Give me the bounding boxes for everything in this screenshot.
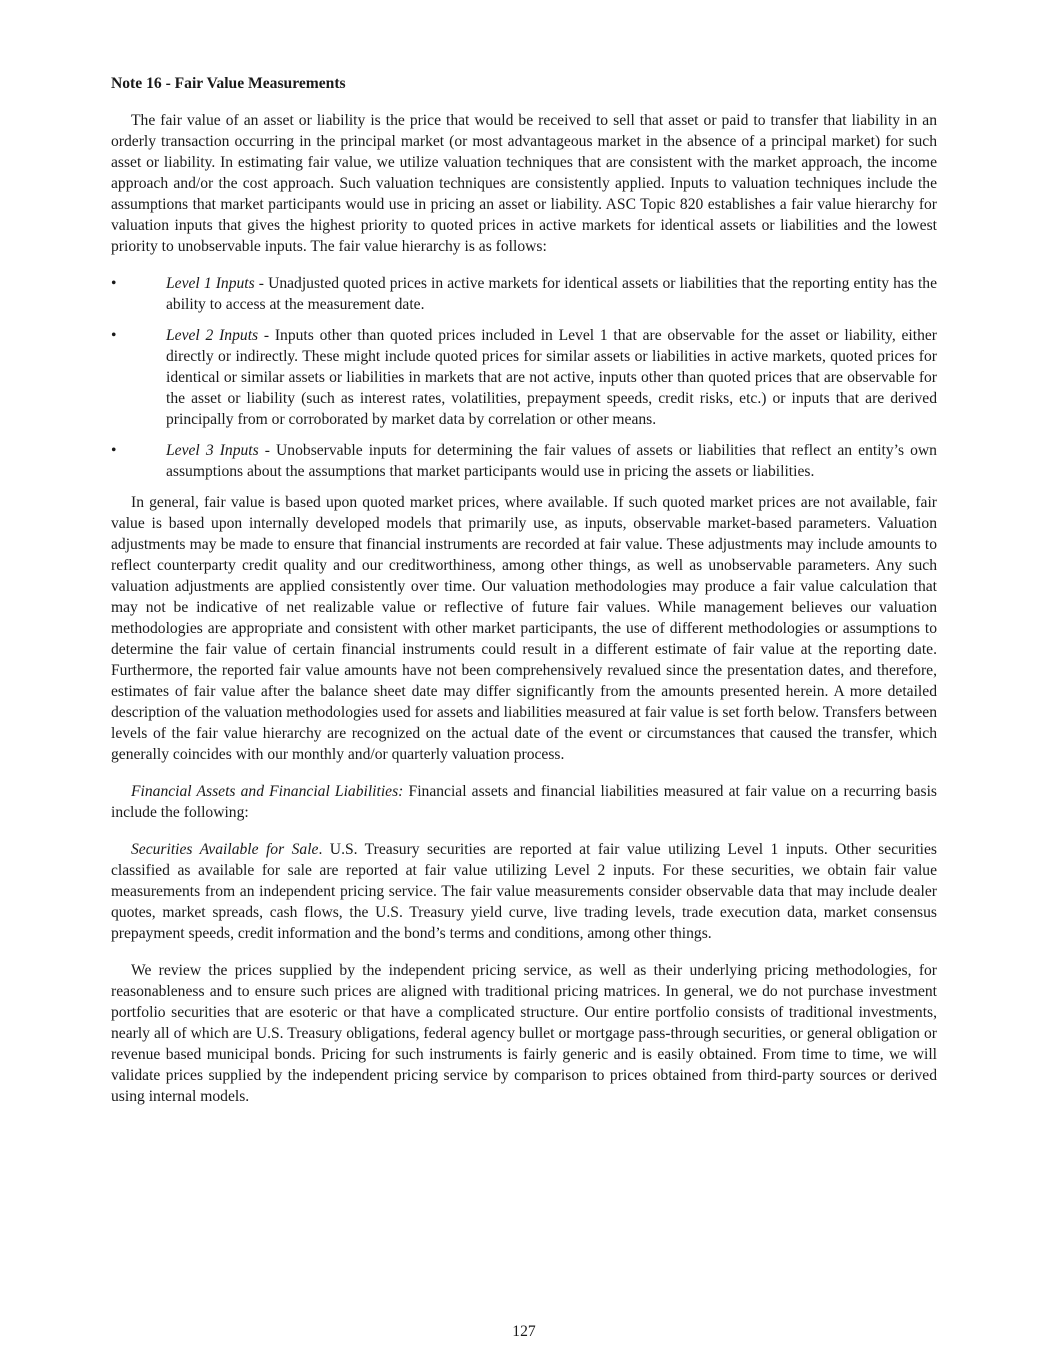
- level-2-term: Level 2 Inputs: [166, 327, 259, 344]
- level-1-item: [111, 273, 937, 315]
- financial-assets-term: Financial Assets and Financial Liabilities:: [131, 783, 404, 800]
- level-3-item: [111, 440, 937, 482]
- securities-term: Securities Available for Sale: [131, 841, 319, 858]
- bullet-icon: •: [111, 275, 117, 292]
- bullet-icon: •: [111, 442, 117, 459]
- financial-assets-paragraph: [111, 781, 937, 823]
- fair-value-hierarchy-list: [111, 273, 937, 482]
- note-title: Note 16 - Fair Value Measurements: [111, 75, 346, 92]
- level-2-item: [111, 325, 937, 430]
- securities-paragraph: [111, 839, 937, 944]
- level-2-text: - Inputs other than quoted prices included in Level 1 that are observable for the asset or liability, either directly or indirectly. These might include quoted prices for similar assets or liabilities in active markets, quoted prices for identical or similar assets or liabilities in markets that are not active, inputs other than quoted prices that are observable for the asset or liability (such as interest rates, volatilities, prepayment speeds, credit risks, etc.) or inputs that are derived principally from or corroborated by market data by correlation or other means.: [166, 327, 937, 428]
- document-page: [111, 73, 937, 1123]
- bullet-icon: •: [111, 327, 117, 344]
- review-paragraph: We review the prices supplied by the independent pricing service, as well as their underlying pricing methodologies, for reasonableness and to ensure such prices are aligned with traditional pricing matrices. In general, we do not purchase investment portfolio securities that are esoteric or that have a complicated structure. Our entire portfolio consists of traditional investments, nearly all of which are U.S. Treasury obligations, federal agency bullet or mortgage pass-through securities, or general obligation or revenue based municipal bonds. Pricing for such instruments is fairly generic and is easily obtained. From time to time, we will validate prices supplied by the independent pricing service by comparison to prices obtained from third-party sources or derived using internal models.: [111, 962, 937, 1105]
- page-number: 127: [512, 1323, 536, 1340]
- general-paragraph: In general, fair value is based upon quoted market prices, where available. If such quoted market prices are not available, fair value is based upon internally developed models that primarily use, as inputs, observable market-based parameters. Valuation adjustments may be made to ensure that financial instruments are recorded at fair value. These adjustments may include amounts to reflect counterparty credit quality and our creditworthiness, among other things, as well as unobservable parameters. Any such valuation adjustments are applied consistently over time. Our valuation methodologies may produce a fair value calculation that may not be indicative of net realizable value or reflective of future fair values. While management believes our valuation methodologies are appropriate and consistent with other market participants, the use of different methodologies or assumptions to determine the fair value of certain financial instruments could result in a different estimate of fair value at the reporting date. Furthermore, the reported fair value amounts have not been comprehensively revalued since the presentation dates, and therefore, estimates of fair value after the balance sheet date may differ significantly from the amounts presented herein. A more detailed description of the valuation methodologies used for assets and liabilities measured at fair value is set forth below. Transfers between levels of the fair value hierarchy are recognized on the actual date of the event or circumstances that caused the transfer, which generally coincides with our monthly and/or quarterly valuation process.: [111, 494, 937, 763]
- level-3-term: Level 3 Inputs: [166, 442, 259, 459]
- level-1-term: Level 1 Inputs: [166, 275, 255, 292]
- financial-assets-text: Financial assets and financial liabilities measured at fair value on a recurring basis include the following:: [111, 783, 937, 821]
- level-1-text: - Unadjusted quoted prices in active markets for identical assets or liabilities that the reporting entity has the ability to access at the measurement date.: [166, 275, 937, 313]
- intro-paragraph: The fair value of an asset or liability is the price that would be received to sell that asset or paid to transfer that liability in an orderly transaction occurring in the principal market (or most advantageous market in the absence of a principal market) for such asset or liability. In estimating fair value, we utilize valuation techniques that are consistent with the market approach, the income approach and/or the cost approach. Such valuation techniques are consistently applied. Inputs to valuation techniques include the assumptions that market participants would use in pricing an asset or liability. ASC Topic 820 establishes a fair value hierarchy for valuation inputs that gives the highest priority to quoted prices in active markets for identical assets or liabilities and the lowest priority to unobservable inputs. The fair value hierarchy is as follows:: [111, 112, 937, 255]
- securities-text: . U.S. Treasury securities are reported at fair value utilizing Level 1 inputs. Other securities classified as available for sale are reported at fair value utilizing Level 2 inputs. For these securities, we obtain fair value measurements from an independent pricing service. The fair value measurements consider observable data that may include dealer quotes, market spreads, cash flows, the U.S. Treasury yield curve, live trading levels, trade execution data, market consensus prepayment speeds, credit information and the bond’s terms and conditions, among other things.: [111, 841, 937, 942]
- level-3-text: - Unobservable inputs for determining the fair values of assets or liabilities that reflect an entity’s own assumptions about the assumptions that market participants would use in pricing the assets or liabilities.: [166, 442, 937, 480]
